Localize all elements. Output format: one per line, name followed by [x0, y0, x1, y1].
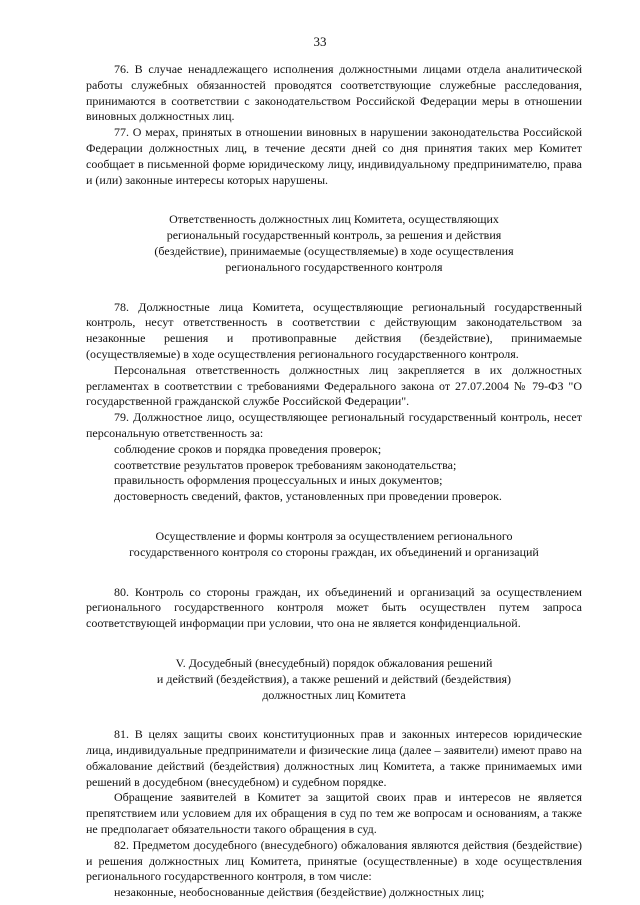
section-heading-line: должностных лиц Комитета: [262, 687, 406, 702]
paragraph: 82. Предметом досудебного (внесудебного) обжалования являются действия (бездействие) и решения должностных лиц Комитета, принятые (осуществленные) в ходе осуществления регионального государственного контроля, в том числе:: [86, 837, 582, 884]
page-number: 33: [313, 34, 327, 49]
list-item: правильность оформления процессуальных и иных документов;: [114, 473, 443, 488]
paragraph: Обращение заявителей в Комитет за защитой своих прав и интересов не является препятствием или условием для их обращения в суд по тем же вопросам и основаниям, а также не предполагает обязательности такого обращения в суд.: [86, 790, 582, 837]
paragraph: 76. В случае ненадлежащего исполнения должностными лицами отдела аналитической работы служебных обязанностей проводятся соответствующие служебные расследования, принимаются в соответствии с законодательством Российской Федерации меры в отношении виновных должностных лиц.: [86, 62, 582, 124]
paragraph: Персональная ответственность должностных лиц закрепляется в их должностных регламентах в соответствии с требованиями Федерального закона от 27.07.2004 № 79-ФЗ "О государственной гражданской службе Российской Федерации".: [86, 362, 582, 409]
list-item: соответствие результатов проверок требованиям законодательства;: [114, 457, 457, 472]
document-body: [86, 62, 582, 901]
section-heading: [86, 212, 582, 275]
section-heading-line: регионального государственного контроля: [225, 259, 443, 274]
paragraph: 77. О мерах, принятых в отношении виновных в нарушении законодательства Российской Федерации должностных лиц, в течение десяти дней со дня принятия таких мер Комитет сообщает в письменной форме юридическому лицу, индивидуальному предпринимателю, права и (или) законные интересы которых нарушены.: [86, 125, 582, 187]
list-item: достоверность сведений, фактов, установленных при проведении проверок.: [114, 489, 502, 504]
list-item: соблюдение сроков и порядка проведения проверок;: [114, 441, 382, 456]
section-heading-line: V. Досудебный (внесудебный) порядок обжалования решений: [175, 655, 493, 670]
paragraph: 78. Должностные лица Комитета, осуществляющие региональный государственный контроль, несут ответственность в соответствии с действующим законодательством за незаконные решения и противоправные действия (бездействие), принимаемые (осуществляемые) в ходе осуществления регионального государственного контроля.: [86, 299, 582, 361]
section-heading: [86, 656, 582, 703]
list-item: незаконные, необоснованные действия (бездействие) должностных лиц;: [114, 885, 485, 900]
section-heading-line: Осуществление и формы контроля за осуществлением регионального: [155, 528, 513, 543]
paragraph: 81. В целях защиты своих конституционных прав и законных интересов юридические лица, индивидуальные предприниматели и физические лица (далее – заявители) имеют право на обжалование действий (бездействия) должностных лиц Комитета, а также принимаемых ими решений в досудебном (внесудебном) и судебном порядке.: [86, 727, 582, 789]
section-heading-line: региональный государственный контроль, за решения и действия: [166, 228, 502, 243]
section-heading-line: государственного контроля со стороны граждан, их объединений и организаций: [129, 544, 539, 559]
section-heading: [86, 529, 582, 561]
section-heading-line: (бездействие), принимаемые (осуществляемые) в ходе осуществления: [154, 243, 514, 258]
paragraph: 79. Должностное лицо, осуществляющее региональный государственный контроль, несет персональную ответственность за:: [86, 410, 582, 440]
section-heading-line: Ответственность должностных лиц Комитета, осуществляющих: [169, 212, 499, 227]
paragraph: 80. Контроль со стороны граждан, их объединений и организаций за осуществлением регионального государственного контроля может быть осуществлен путем запроса соответствующей информации при условии, что она не является конфиденциальной.: [86, 584, 582, 631]
section-heading-line: и действий (бездействия), а также решений и действий (бездействия): [156, 671, 512, 686]
